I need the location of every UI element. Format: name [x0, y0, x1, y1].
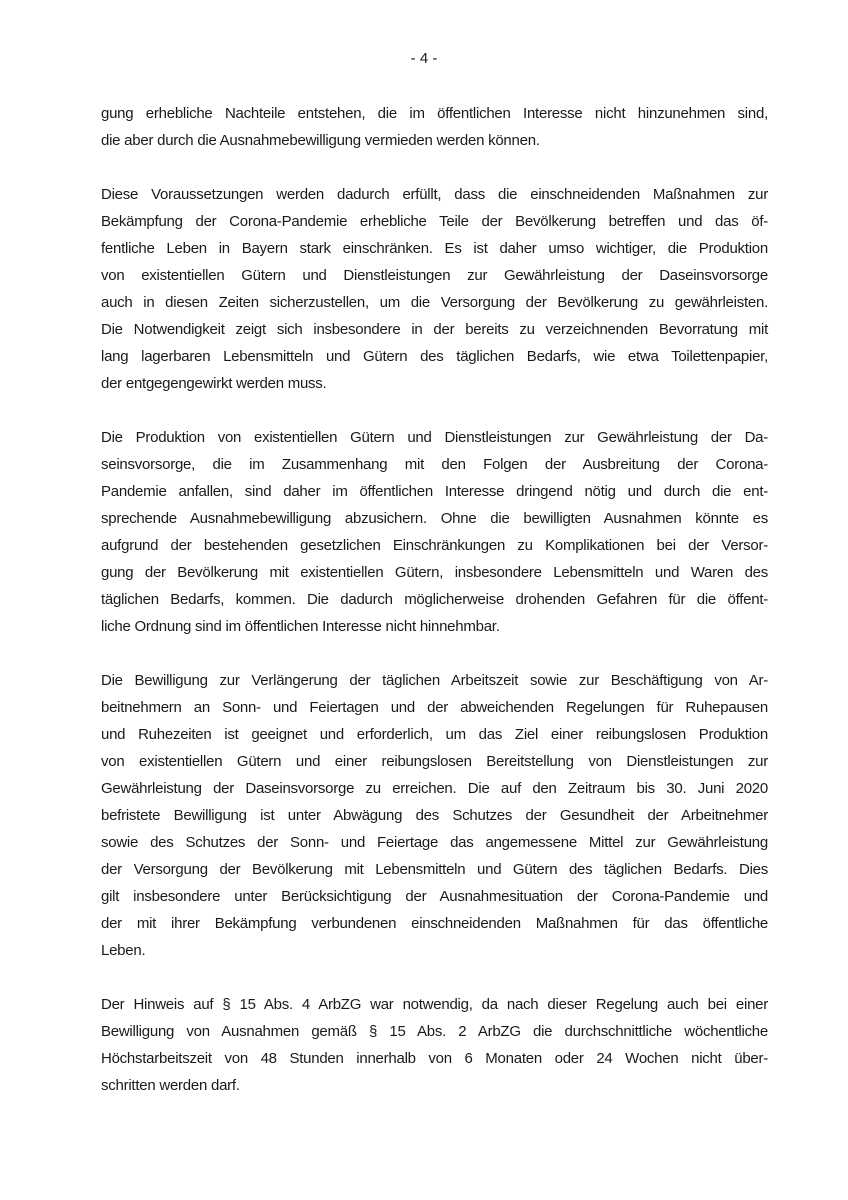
text-line: gung erhebliche Nachteile entstehen, die im öffentlichen Interesse nicht hinzunehmen sind, — [101, 105, 768, 122]
paragraph — [101, 100, 768, 154]
text-line: Gewährleistung der Daseinsvorsorge zu erreichen. Die auf den Zeitraum bis 30. Juni 2020 — [101, 780, 768, 797]
text-line: beitnehmern an Sonn- und Feiertagen und der abweichenden Regelungen für Ruhepausen — [101, 699, 768, 716]
text-line: sowie des Schutzes der Sonn- und Feiertage das angemessene Mittel zur Gewährleistung — [101, 834, 768, 851]
text-line: befristete Bewilligung ist unter Abwägung des Schutzes der Gesundheit der Arbeitnehmer — [101, 807, 768, 824]
text-line: seinsvorsorge, die im Zusammenhang mit den Folgen der Ausbreitung der Corona- — [101, 456, 768, 473]
text-line: gilt insbesondere unter Berücksichtigung der Ausnahmesituation der Corona-Pandemie und — [101, 888, 768, 905]
text-line: von existentiellen Gütern und Dienstleistungen zur Gewährleistung der Daseinsvorsorge — [101, 267, 768, 284]
text-line: gung der Bevölkerung mit existentiellen Gütern, insbesondere Lebensmitteln und Waren des — [101, 564, 768, 581]
text-line: Pandemie anfallen, sind daher im öffentlichen Interesse dringend nötig und durch die ent- — [101, 483, 768, 500]
paragraph — [101, 667, 768, 964]
paragraph — [101, 991, 768, 1099]
text-line: Leben. — [101, 942, 146, 959]
text-line: auch in diesen Zeiten sicherzustellen, um die Versorgung der Bevölkerung zu gewährleisten. — [101, 294, 768, 311]
text-line: lang lagerbaren Lebensmitteln und Gütern des täglichen Bedarfs, wie etwa Toilettenpapier, — [101, 348, 768, 365]
text-line: Höchstarbeitszeit von 48 Stunden innerhalb von 6 Monaten oder 24 Wochen nicht über- — [101, 1050, 768, 1067]
text-line: täglichen Bedarfs, kommen. Die dadurch möglicherweise drohenden Gefahren für die öffent- — [101, 591, 768, 608]
text-line: und Ruhezeiten ist geeignet und erforderlich, um das Ziel einer reibungslosen Produktion — [101, 726, 768, 743]
text-line: Die Produktion von existentiellen Gütern und Dienstleistungen zur Gewährleistung der Da- — [101, 429, 768, 446]
page-number: - 4 - — [410, 50, 438, 67]
document-body — [101, 100, 768, 1126]
text-line: der entgegengewirkt werden muss. — [101, 375, 327, 392]
text-line: sprechende Ausnahmebewilligung abzusichern. Ohne die bewilligten Ausnahmen könnte es — [101, 510, 768, 527]
text-line: die aber durch die Ausnahmebewilligung vermieden werden können. — [101, 132, 540, 149]
text-line: fentliche Leben in Bayern stark einschränken. Es ist daher umso wichtiger, die Produktion — [101, 240, 768, 257]
text-line: aufgrund der bestehenden gesetzlichen Einschränkungen zu Komplikationen bei der Versor- — [101, 537, 768, 554]
text-line: Bekämpfung der Corona-Pandemie erhebliche Teile der Bevölkerung betreffen und das öf- — [101, 213, 768, 230]
text-line: Bewilligung von Ausnahmen gemäß § 15 Abs. 2 ArbZG die durchschnittliche wöchentliche — [101, 1023, 768, 1040]
text-line: schritten werden darf. — [101, 1077, 240, 1094]
paragraph — [101, 181, 768, 397]
paragraph — [101, 424, 768, 640]
text-line: Der Hinweis auf § 15 Abs. 4 ArbZG war notwendig, da nach dieser Regelung auch bei einer — [101, 996, 768, 1013]
text-line: Die Bewilligung zur Verlängerung der täglichen Arbeitszeit sowie zur Beschäftigung von Ar- — [101, 672, 768, 689]
text-line: Die Notwendigkeit zeigt sich insbesondere in der bereits zu verzeichnenden Bevorratung mit — [101, 321, 768, 338]
text-line: der mit ihrer Bekämpfung verbundenen einschneidenden Maßnahmen für das öffentliche — [101, 915, 768, 932]
text-line: von existentiellen Gütern und einer reibungslosen Bereitstellung von Dienstleistungen zur — [101, 753, 768, 770]
text-line: Diese Voraussetzungen werden dadurch erfüllt, dass die einschneidenden Maßnahmen zur — [101, 186, 768, 203]
text-line: liche Ordnung sind im öffentlichen Interesse nicht hinnehmbar. — [101, 618, 500, 635]
text-line: der Versorgung der Bevölkerung mit Lebensmitteln und Gütern des täglichen Bedarfs. Dies — [101, 861, 768, 878]
